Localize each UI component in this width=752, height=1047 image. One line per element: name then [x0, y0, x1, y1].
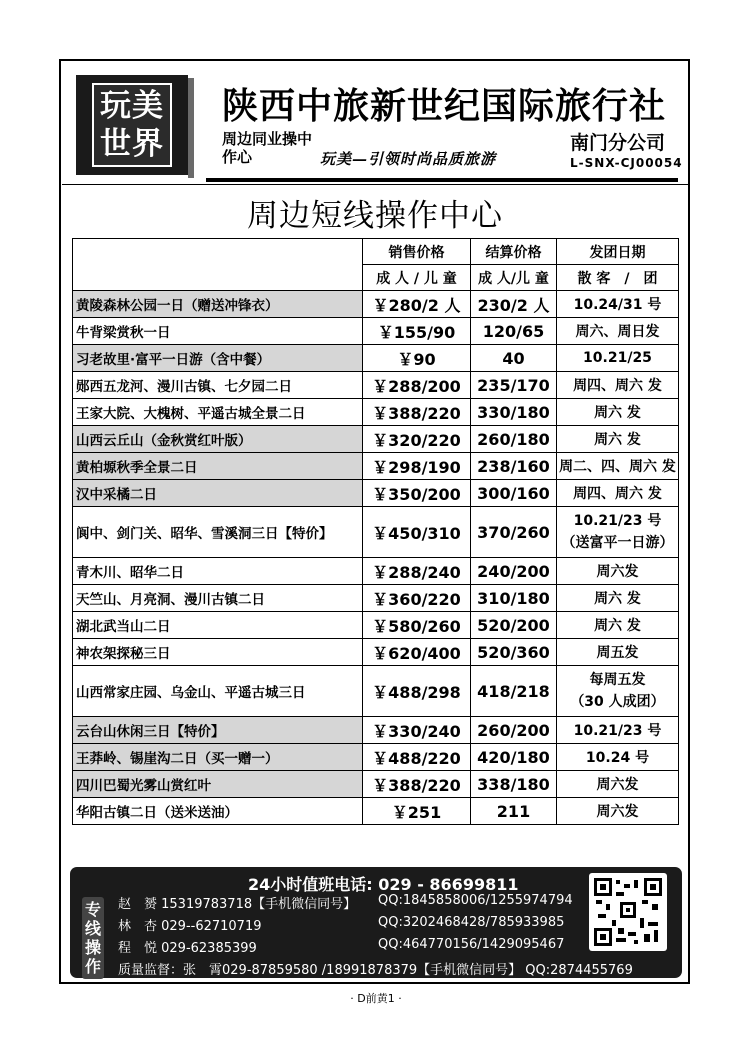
departure-date: 周六 发	[557, 585, 679, 612]
table-row	[73, 558, 679, 585]
departure-date	[557, 507, 679, 558]
contact-cheng: 程 悦 029-62385399	[118, 941, 257, 956]
contact-zhao-qq: QQ:1845858006/1255974794	[378, 893, 573, 908]
company-subtitle: 周边同业操中作心	[222, 130, 313, 166]
logo-line-1: 玩美	[100, 88, 164, 124]
table-row	[73, 480, 679, 507]
departure-date: 周六 发	[557, 399, 679, 426]
header-sale-price: 销售价格	[363, 239, 471, 265]
departure-date: 10.24 号	[557, 744, 679, 771]
table-row	[73, 744, 679, 771]
sale-price: ￥388/220	[363, 399, 471, 426]
table-row	[73, 639, 679, 666]
table-row	[73, 291, 679, 318]
qr-code-icon	[589, 873, 667, 951]
departure-date-line2: （30 人成团）	[570, 694, 665, 710]
settle-price: 300/160	[471, 480, 557, 507]
route-name: 黄柏塬秋季全景二日	[73, 453, 363, 480]
departure-date: 周六发	[557, 771, 679, 798]
sale-price: ￥360/220	[363, 585, 471, 612]
settle-price: 240/200	[471, 558, 557, 585]
settle-price: 260/200	[471, 717, 557, 744]
route-name: 牛背梁赏秋一日	[73, 318, 363, 345]
contact-lin-qq: QQ:3202468428/785933985	[378, 915, 565, 930]
departure-date: 周四、周六 发	[557, 372, 679, 399]
header-divider	[206, 178, 678, 182]
settle-price: 418/218	[471, 666, 557, 717]
settle-price: 310/180	[471, 585, 557, 612]
subheader-sale: 成 人 / 儿 童	[363, 265, 471, 291]
settle-price: 230/2 人	[471, 291, 557, 318]
contact-lin: 林 杏 029--62710719	[118, 919, 262, 934]
branch-name: 南门分公司	[570, 132, 666, 154]
route-name: 青木川、昭华二日	[73, 558, 363, 585]
departure-date: 周六 发	[557, 426, 679, 453]
sale-price: ￥580/260	[363, 612, 471, 639]
departure-date: 周二、四、周六 发	[557, 453, 679, 480]
sale-price: ￥298/190	[363, 453, 471, 480]
route-name: 湖北武当山二日	[73, 612, 363, 639]
sale-price: ￥330/240	[363, 717, 471, 744]
departure-date: 周四、周六 发	[557, 480, 679, 507]
sale-price: ￥450/310	[363, 507, 471, 558]
brand-logo	[76, 75, 188, 175]
departure-date: 10.21/23 号	[557, 717, 679, 744]
sale-price: ￥251	[363, 798, 471, 825]
table-row	[73, 717, 679, 744]
settle-price: 370/260	[471, 507, 557, 558]
route-name: 习老故里·富平一日游（含中餐）	[73, 345, 363, 372]
contact-footer	[70, 867, 682, 978]
license-number: L-SNX-CJ00054	[570, 156, 683, 170]
departure-date: 周六发	[557, 798, 679, 825]
slogan: 玩美—引领时尚品质旅游	[320, 150, 497, 168]
table-row	[73, 507, 679, 558]
table-header-row	[73, 239, 679, 265]
table-row	[73, 771, 679, 798]
contact-cheng-qq: QQ:464770156/1429095467	[378, 937, 565, 952]
settle-price: 260/180	[471, 426, 557, 453]
departure-date: 周五发	[557, 639, 679, 666]
settle-price: 520/360	[471, 639, 557, 666]
departure-date-line1: 每周五发	[589, 672, 646, 688]
side-label: 专线操作	[82, 897, 104, 979]
table-row	[73, 666, 679, 717]
departure-date-line1: 10.21/23 号	[573, 513, 662, 529]
route-name: 郧西五龙河、漫川古镇、七夕园二日	[73, 372, 363, 399]
route-name: 天竺山、月亮洞、漫川古镇二日	[73, 585, 363, 612]
quality-supervision: 质量监督：张 霄029-87859580 /18991878379【手机微信同号】 QQ:2874455769	[118, 963, 633, 978]
route-name: 山西云丘山（金秋赏红叶版）	[73, 426, 363, 453]
departure-date	[557, 666, 679, 717]
settle-price: 420/180	[471, 744, 557, 771]
table-row	[73, 612, 679, 639]
sale-price: ￥288/240	[363, 558, 471, 585]
settle-price: 211	[471, 798, 557, 825]
table-row	[73, 453, 679, 480]
header-departure: 发团日期	[557, 239, 679, 265]
header-divider-thin	[62, 184, 688, 185]
settle-price: 120/65	[471, 318, 557, 345]
table-header-blank	[73, 239, 363, 291]
route-name: 阆中、剑门关、昭华、雪溪洞三日【特价】	[73, 507, 363, 558]
settle-price: 235/170	[471, 372, 557, 399]
subheader-departure: 散 客 / 团	[557, 265, 679, 291]
hotline: 24小时值班电话: 029 - 86699811	[248, 875, 519, 894]
qr-code-graphic	[594, 878, 662, 946]
price-table	[72, 238, 679, 825]
logo-shadow	[188, 78, 194, 178]
table-row	[73, 426, 679, 453]
sale-price: ￥90	[363, 345, 471, 372]
settle-price: 238/160	[471, 453, 557, 480]
route-name: 山西常家庄园、乌金山、平遥古城三日	[73, 666, 363, 717]
settle-price: 338/180	[471, 771, 557, 798]
departure-date-line2: （送富平一日游）	[561, 535, 674, 551]
route-name: 汉中采橘二日	[73, 480, 363, 507]
sale-price: ￥288/200	[363, 372, 471, 399]
table-row	[73, 585, 679, 612]
sale-price: ￥350/200	[363, 480, 471, 507]
contact-zhao: 赵 赟 15319783718【手机微信同号】	[118, 897, 357, 912]
page-footer: · D前黄1 ·	[350, 992, 402, 1005]
header-settle-price: 结算价格	[471, 239, 557, 265]
sale-price: ￥388/220	[363, 771, 471, 798]
route-name: 云台山休闲三日【特价】	[73, 717, 363, 744]
subheader-settle: 成 人/儿 童	[471, 265, 557, 291]
route-name: 王莽岭、锡崖沟二日（买一赠一）	[73, 744, 363, 771]
table-row	[73, 372, 679, 399]
route-name: 黄陵森林公园一日（赠送冲锋衣）	[73, 291, 363, 318]
page-title: 周边短线操作中心	[247, 198, 503, 234]
departure-date: 周六、周日发	[557, 318, 679, 345]
settle-price: 330/180	[471, 399, 557, 426]
sale-price: ￥488/298	[363, 666, 471, 717]
settle-price: 520/200	[471, 612, 557, 639]
route-name: 王家大院、大槐树、平遥古城全景二日	[73, 399, 363, 426]
sale-price: ￥488/220	[363, 744, 471, 771]
table-row	[73, 399, 679, 426]
route-name: 神农架探秘三日	[73, 639, 363, 666]
departure-date: 周六发	[557, 558, 679, 585]
sale-price: ￥320/220	[363, 426, 471, 453]
departure-date: 10.21/25	[557, 345, 679, 372]
settle-price: 40	[471, 345, 557, 372]
departure-date: 10.24/31 号	[557, 291, 679, 318]
table-row	[73, 345, 679, 372]
logo-box	[92, 83, 172, 167]
route-name: 四川巴蜀光雾山赏红叶	[73, 771, 363, 798]
route-name: 华阳古镇二日（送米送油）	[73, 798, 363, 825]
sale-price: ￥155/90	[363, 318, 471, 345]
logo-line-2: 世界	[100, 126, 164, 162]
table-row	[73, 798, 679, 825]
table-row	[73, 318, 679, 345]
departure-date: 周六 发	[557, 612, 679, 639]
sale-price: ￥280/2 人	[363, 291, 471, 318]
sale-price: ￥620/400	[363, 639, 471, 666]
company-name: 陕西中旅新世纪国际旅行社	[222, 85, 667, 127]
